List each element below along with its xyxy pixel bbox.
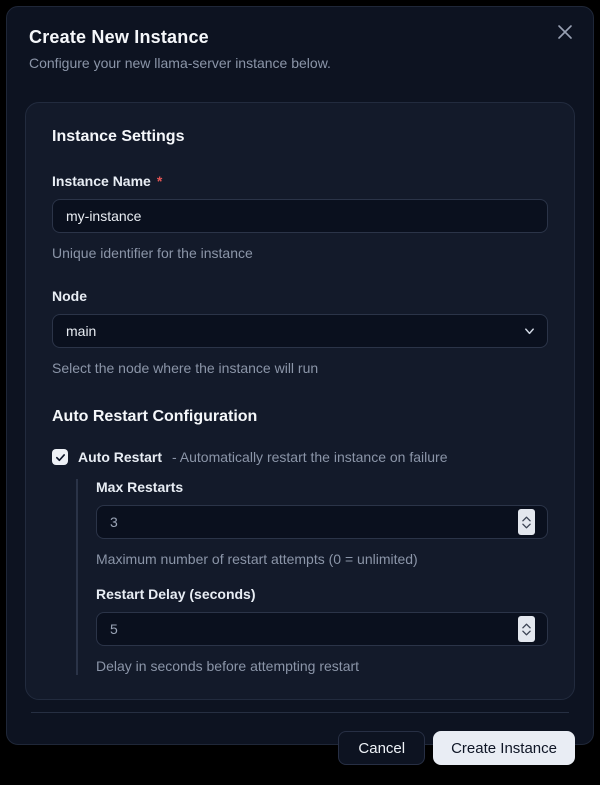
chevron-down-icon — [522, 630, 531, 636]
instance-name-label-text: Instance Name — [52, 173, 151, 189]
required-marker: * — [156, 173, 163, 189]
restart-delay-helper: Delay in seconds before attempting restart — [96, 658, 360, 674]
max-restarts-input[interactable] — [96, 505, 548, 539]
chevron-up-icon — [522, 623, 531, 629]
auto-restart-options-group — [76, 479, 548, 675]
dialog-footer — [7, 713, 593, 785]
chevron-down-icon — [523, 325, 536, 338]
node-field — [52, 288, 548, 377]
restart-delay-stepper[interactable] — [518, 616, 535, 642]
section-title-auto-restart: Auto Restart Configuration — [52, 408, 258, 425]
checkmark-icon — [55, 452, 66, 463]
max-restarts-input-wrap — [96, 505, 548, 539]
close-button[interactable] — [553, 21, 577, 45]
restart-delay-input[interactable] — [96, 612, 548, 646]
restart-delay-label: Restart Delay (seconds) — [96, 586, 256, 602]
instance-name-field — [52, 173, 548, 262]
chevron-up-icon — [522, 516, 531, 522]
max-restarts-field — [96, 479, 548, 568]
instance-settings-card — [25, 102, 575, 700]
instance-name-helper: Unique identifier for the instance — [52, 245, 253, 261]
dialog-subtitle: Configure your new llama-server instance below. — [29, 55, 331, 71]
dialog-header — [7, 7, 593, 72]
dialog-body — [25, 102, 575, 700]
node-helper: Select the node where the instance will run — [52, 360, 319, 376]
create-instance-button[interactable]: Create Instance — [433, 731, 575, 765]
max-restarts-stepper[interactable] — [518, 509, 535, 535]
restart-delay-input-wrap — [96, 612, 548, 646]
section-title-instance-settings: Instance Settings — [52, 128, 185, 145]
close-icon — [558, 25, 572, 42]
max-restarts-helper: Maximum number of restart attempts (0 = unlimited) — [96, 551, 418, 567]
node-select-wrap — [52, 314, 548, 348]
max-restarts-label: Max Restarts — [96, 479, 184, 495]
auto-restart-label[interactable]: Auto Restart — [78, 449, 163, 465]
create-instance-dialog — [6, 6, 594, 757]
chevron-down-icon — [522, 523, 531, 529]
restart-delay-field — [96, 586, 548, 675]
dialog-title: Create New Instance — [29, 27, 209, 47]
instance-name-input[interactable] — [52, 199, 548, 233]
auto-restart-row — [52, 449, 548, 465]
node-select[interactable] — [52, 314, 548, 348]
node-selected-value: main — [66, 323, 97, 339]
instance-name-label — [52, 173, 548, 190]
cancel-button[interactable]: Cancel — [338, 731, 425, 765]
node-label: Node — [52, 288, 87, 304]
auto-restart-description: - Automatically restart the instance on failure — [172, 449, 448, 465]
auto-restart-checkbox[interactable] — [52, 449, 68, 465]
